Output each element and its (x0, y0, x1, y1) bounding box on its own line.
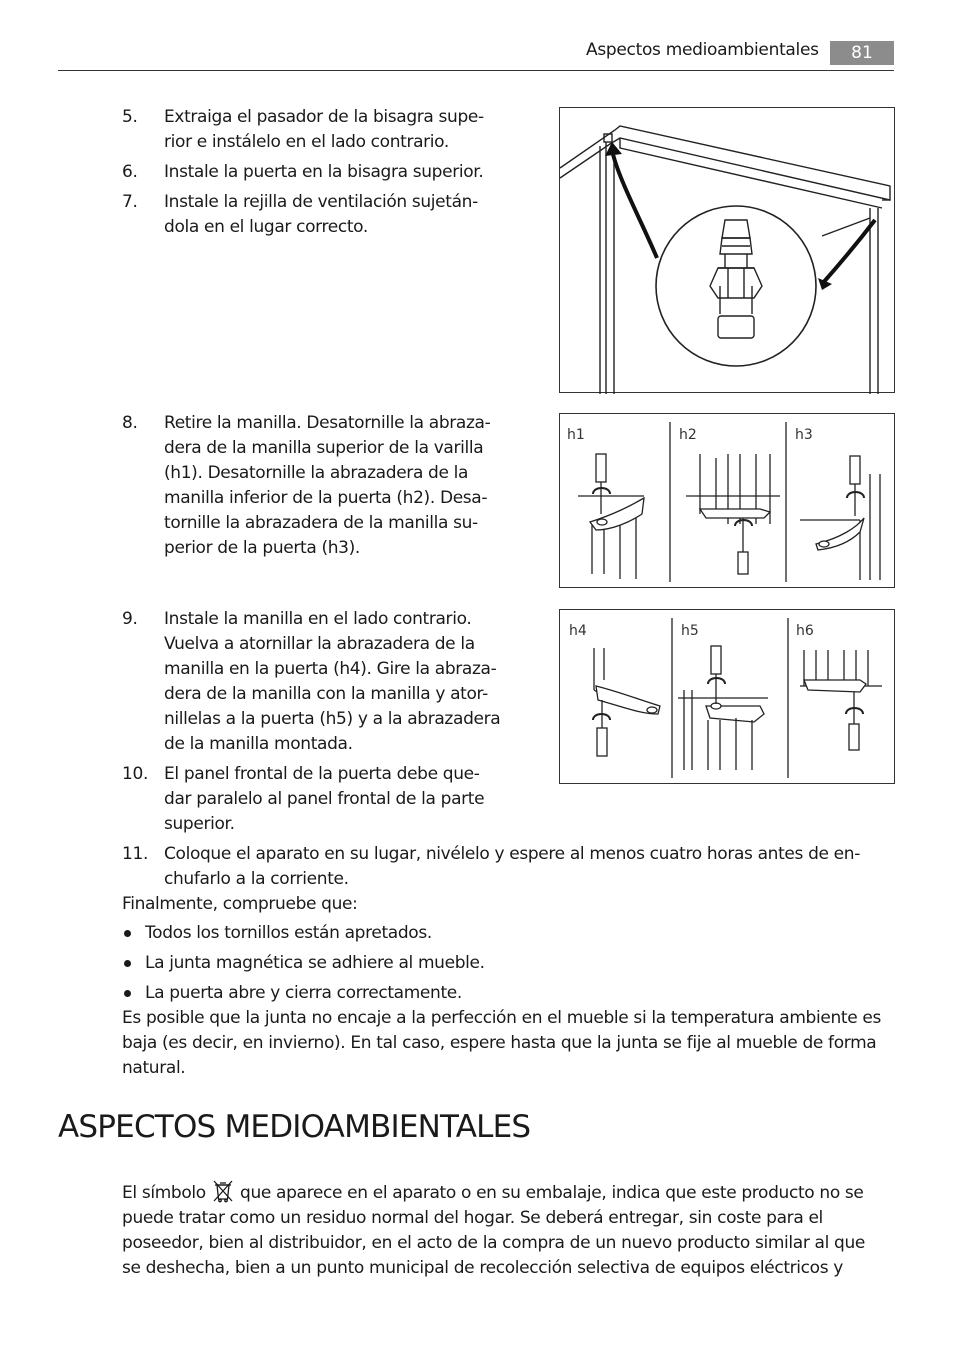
step-text-line: Instale la rejilla de ventilación sujetán- (164, 192, 478, 212)
step-number: 8. (122, 413, 138, 433)
section-paragraph-line: poseedor, bien al distribuidor, en el acto de la compra de un nuevo producto similar al que (122, 1233, 866, 1253)
panel-label-h3: h3 (795, 427, 813, 443)
running-header-title: Aspectos medioambientales (586, 40, 819, 60)
panel-label-h2: h2 (679, 427, 697, 443)
step-text-line: dera de la manilla con la manilla y ator- (164, 684, 488, 704)
check-intro: Finalmente, compruebe que: (122, 894, 358, 914)
panel-label-h1: h1 (567, 427, 585, 443)
bullet-dot (124, 960, 131, 967)
bullet-item: La puerta abre y cierra correctamente. (145, 983, 462, 1003)
handle-mounting-drawing (560, 610, 896, 785)
step-text-line: dar paralelo al panel frontal de la parte (164, 789, 485, 809)
panel-label-h4: h4 (569, 623, 587, 639)
step-text-line: Coloque el aparato en su lugar, nivélelo y espere al menos cuatro horas antes de en- (164, 844, 860, 864)
handle-removal-drawing (560, 414, 896, 589)
step-number: 5. (122, 107, 138, 127)
step-text-line: Instale la puerta en la bisagra superior. (164, 162, 484, 182)
header-rule (58, 70, 894, 71)
step-text-line: Vuelva a atornillar la abrazadera de la (164, 634, 475, 654)
step-number: 11. (122, 844, 149, 864)
step-text-line: Instale la manilla en el lado contrario. (164, 609, 472, 629)
step-text-line: manilla en la puerta (h4). Gire la abraza- (164, 659, 497, 679)
step-text-line: de la manilla montada. (164, 734, 353, 754)
step-text-line: rior e instálelo en el lado contrario. (164, 132, 449, 152)
section-paragraph-line: que aparece en el aparato o en su embalaje, indica que este producto no se (240, 1183, 864, 1203)
note-line: natural. (122, 1058, 186, 1078)
section-paragraph-line: puede tratar como un residuo normal del hogar. Se deberá entregar, sin coste para el (122, 1208, 823, 1228)
note-line: baja (es decir, en invierno). En tal caso, espere hasta que la junta se fije al mueble de forma (122, 1033, 877, 1053)
bullet-dot (124, 930, 131, 937)
bullet-item: La junta magnética se adhiere al mueble. (145, 953, 485, 973)
step-text-line: superior. (164, 814, 235, 834)
step-text-line: dera de la manilla superior de la varilla (164, 438, 484, 458)
section-paragraph-start: El símbolo (122, 1183, 206, 1203)
hinge-pin-illustration (559, 107, 895, 393)
step-number: 6. (122, 162, 138, 182)
step-text-line: perior de la puerta (h3). (164, 538, 360, 558)
step-text-line: manilla inferior de la puerta (h2). Desa- (164, 488, 488, 508)
step-text-line: (h1). Desatornille la abrazadera de la (164, 463, 469, 483)
step-number: 7. (122, 192, 138, 212)
note-line: Es posible que la junta no encaje a la perfección en el mueble si la temperatura ambiente es (122, 1008, 881, 1028)
step-number: 10. (122, 764, 149, 784)
bullet-item: Todos los tornillos están apretados. (145, 923, 432, 943)
step-text-line: dola en el lugar correcto. (164, 217, 368, 237)
hinge-pin-drawing (560, 108, 896, 394)
section-paragraph-line: se deshecha, bien a un punto municipal de recolección selectiva de equipos eléctricos y (122, 1258, 843, 1278)
crossed-bin-icon (212, 1179, 234, 1203)
section-heading: ASPECTOS MEDIOAMBIENTALES (58, 1109, 531, 1145)
step-text-line: nillelas a la puerta (h5) y a la abrazadera (164, 709, 501, 729)
step-text-line: chufarlo a la corriente. (164, 869, 349, 889)
handle-mounting-illustration (559, 609, 895, 784)
step-text-line: Retire la manilla. Desatornille la abraza- (164, 413, 491, 433)
step-text-line: Extraiga el pasador de la bisagra supe- (164, 107, 484, 127)
step-text-line: El panel frontal de la puerta debe que- (164, 764, 480, 784)
panel-label-h5: h5 (681, 623, 699, 639)
bullet-dot (124, 990, 131, 997)
panel-label-h6: h6 (796, 623, 814, 639)
step-text-line: tornille la abrazadera de la manilla su- (164, 513, 478, 533)
step-number: 9. (122, 609, 138, 629)
page-number: 81 (830, 41, 894, 65)
handle-removal-illustration (559, 413, 895, 588)
